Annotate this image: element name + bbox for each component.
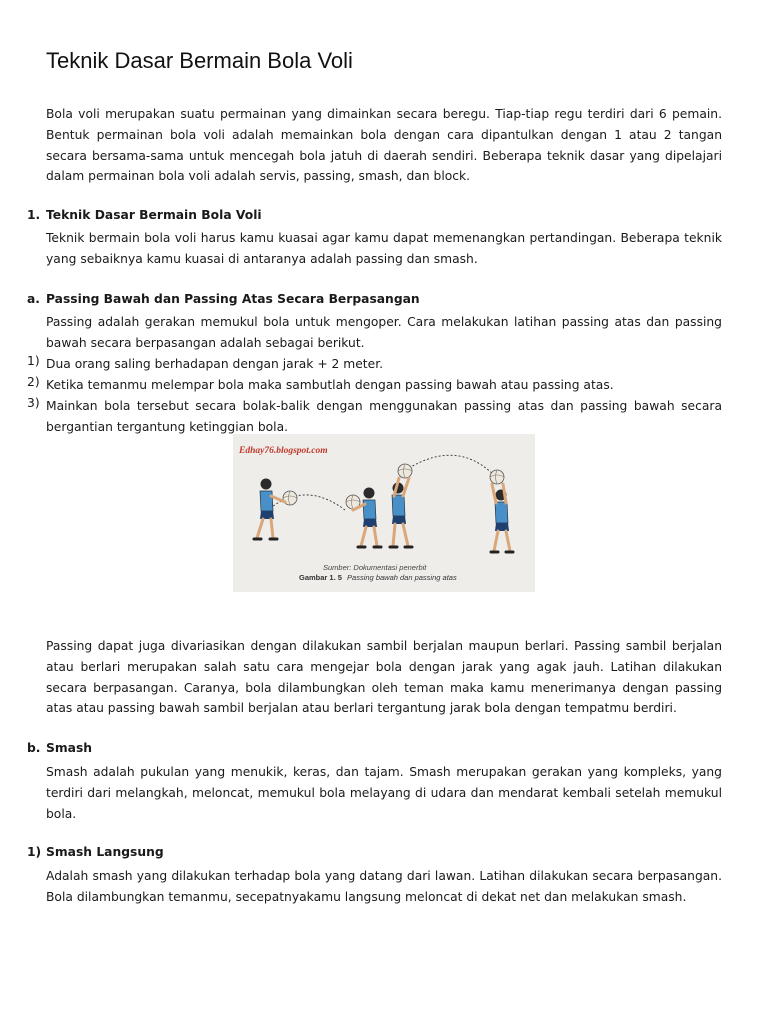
section-b1-number: 1) [27,845,42,859]
figure-source: Sumber: Dokumentasi penerbit [323,563,427,572]
step-2-number: 2) [27,375,40,389]
player-figure-1 [254,479,285,540]
volleyball-icon [398,464,412,478]
section-b-letter: b. [27,741,41,755]
figure-caption-label: Gambar 1. 5 [299,573,342,582]
volleyball-icon [490,470,504,484]
page-title: Teknik Dasar Bermain Bola Voli [46,48,353,73]
section-b1-paragraph: Adalah smash yang dilakukan terhadap bola yang datang dari lawan. Latihan dilakukan secara berpasangan. Bola dilambungkan temanmu, secepatnyakamu langsung meloncat di dekat net dan melakukan smash. [46,869,722,904]
passing-variation-paragraph: Passing dapat juga divariasikan dengan dilakukan sambil berjalan maupun berlari. Passing sambil berjalan atau berlari merupakan salah satu cara mengejar bola dengan jarak yang agak jauh. Latihan dilakukan secara berpasangan. Caranya, bola dilambungkan oleh teman maka kamu menerimanya dengan passing atas atau passing bawah sambil berjalan atau berlari tergantung jarak bola dengan tempatmu berdiri. [46,639,722,716]
player-figure-3 [390,478,412,547]
section-a-letter: a. [27,292,40,306]
section-1-heading: Teknik Dasar Bermain Bola Voli [46,208,262,222]
figure-caption [299,573,457,582]
step-2-text: Ketika temanmu melempar bola maka sambutlah dengan passing bawah atau passing atas. [46,378,614,392]
section-a-paragraph: Passing adalah gerakan memukul bola untuk mengoper. Cara melakukan latihan passing atas dan passing bawah secara berpasangan adalah sebagai berikut. [46,315,722,350]
intro-paragraph: Bola voli merupakan suatu permainan yang dimainkan secara beregu. Tiap-tiap regu terdiri dari 6 pemain. Bentuk permainan bola voli adalah memainkan bola dengan cara dipantulkan dengan 1 atau 2 tangan secara bersama-sama untuk mencegah bola jatuh di daerah sendiri. Beberapa teknik dasar yang dipelajari dalam permainan bola voli adalah servis, passing, smash, dan block. [46,107,722,184]
player-figure-4 [491,484,513,552]
trajectory-2 [409,455,495,476]
passing-illustration-drawing [233,434,535,592]
passing-illustration [233,434,535,592]
section-b-heading: Smash [46,741,93,755]
step-1-text: Dua orang saling berhadapan dengan jarak + 2 meter. [46,357,384,371]
figure-watermark: Edhay76.blogspot.com [239,446,328,456]
section-1-number: 1. [27,208,41,222]
section-b-paragraph: Smash adalah pukulan yang menukik, keras, dan tajam. Smash merupakan gerakan yang kompleks, yang terdiri dari melangkah, meloncat, memukul bola melayang di udara dan mendarat kembali setelah memukul bola. [46,765,722,821]
section-b1-heading: Smash Langsung [46,845,164,859]
step-3-number: 3) [27,396,40,410]
section-a-heading: Passing Bawah dan Passing Atas Secara Berpasangan [46,292,420,306]
figure-caption-text: Passing bawah dan passing atas [347,573,457,582]
step-1-number: 1) [27,354,40,368]
section-1-paragraph: Teknik bermain bola voli harus kamu kuasai agar kamu dapat memenangkan pertandingan. Beberapa teknik yang sebaiknya kamu kuasai di antaranya adalah passing dan smash. [46,231,722,266]
step-3-text: Mainkan bola tersebut secara bolak-balik dengan menggunakan passing atas dan passing bawah secara bergantian tergantung ketinggian bola. [46,399,722,434]
